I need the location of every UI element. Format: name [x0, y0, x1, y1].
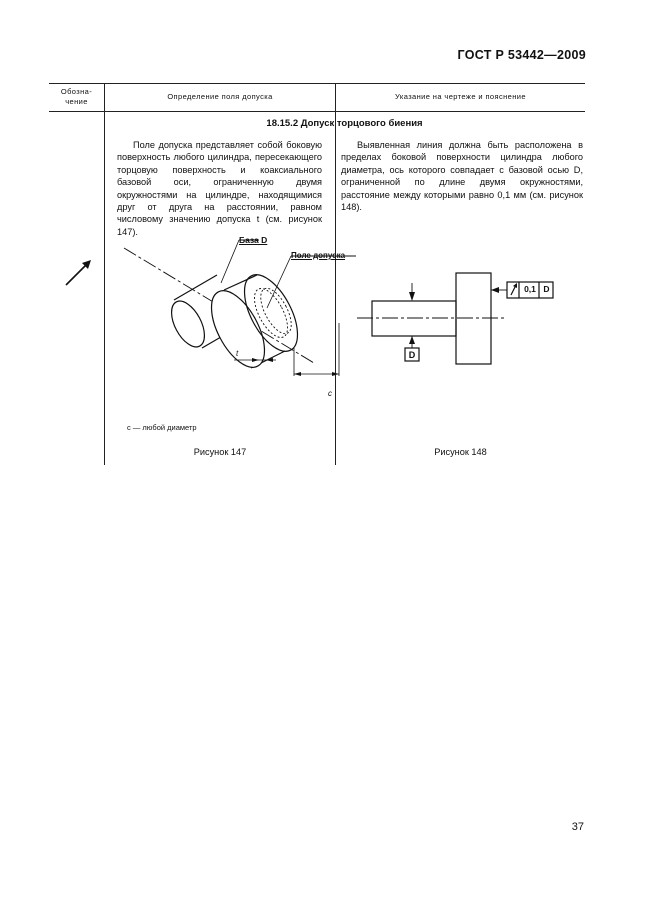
section-title: 18.15.2 Допуск торцового биения — [266, 118, 423, 129]
runout-symbol-icon — [63, 257, 95, 289]
table-column-divider — [104, 83, 105, 465]
figure-148-caption: Рисунок 148 — [434, 447, 487, 457]
header-symbol: Обозна- чение — [60, 87, 93, 106]
frame-datum-letter: D — [543, 284, 550, 294]
figure-147-note: c — любой диаметр — [127, 423, 197, 432]
definition-text: Поле допуска представляет собой боковую поверхность любого цилиндра, пересекающего торцовую поверхность и коаксиального базовой оси, ограниченную двумя окружностями на цилиндре, находящимися друг от друга на расстоянии, равном числовому значению допуска t (см. рисунок 147). — [117, 140, 322, 237]
figure-148-drawing — [357, 268, 582, 368]
table-column-divider — [335, 83, 336, 465]
document-number: ГОСТ Р 53442—2009 — [457, 48, 586, 62]
indication-text: Выявленная линия должна быть расположена в пределах боковой поверхности цилиндра любого диаметра, ось которого совпадает с базовой осью D, ограниченной по длине двумя окружностями, расстояние между которыми равно 0,1 мм (см. рисунок 148). — [341, 140, 583, 213]
figure-147-caption: Рисунок 147 — [193, 447, 247, 457]
table-header-border — [49, 111, 585, 112]
page-number: 37 — [571, 821, 584, 833]
frame-tolerance-value: 0,1 — [524, 284, 536, 294]
tolerance-zone-label: Поле допуска — [291, 251, 346, 260]
tolerance-table — [49, 83, 585, 465]
header-indication: Указание на чертеже и пояснение — [395, 92, 526, 101]
tolerance-t-label: t — [236, 349, 239, 358]
diameter-c-label: c — [328, 389, 332, 398]
datum-d-label: D — [408, 350, 416, 360]
header-definition: Определение поля допуска — [167, 92, 273, 101]
datum-label: База D — [239, 235, 268, 245]
